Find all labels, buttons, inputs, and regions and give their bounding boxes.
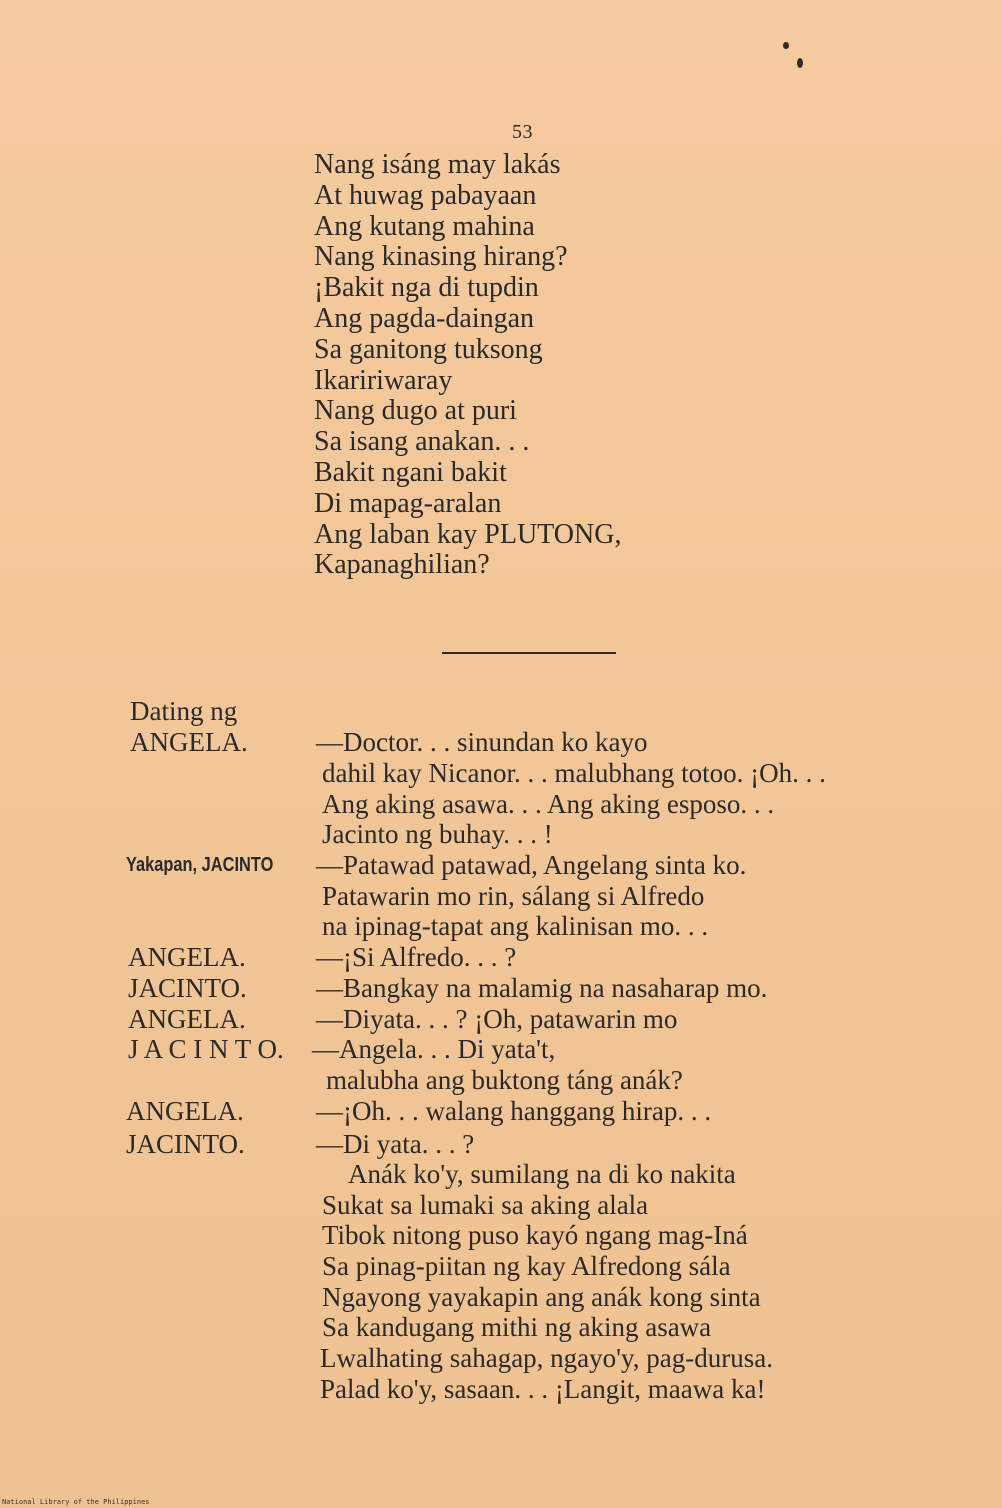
dialogue-line: Tibok nitong puso kayó ngang mag-Iná xyxy=(322,1220,748,1250)
dialogue-line: —Doctor. . . sinundan ko kayo xyxy=(316,727,648,757)
dialogue-row xyxy=(0,727,1002,758)
poem-line: At huwag pabayaan xyxy=(314,179,537,211)
dialogue-row xyxy=(0,1129,1002,1160)
poem-line: Nang kinasing hirang? xyxy=(314,241,568,273)
dialogue-line: Ngayong yayakapin ang anák kong sinta xyxy=(322,1282,761,1312)
dialogue-line: —¡Oh. . . walang hanggang hirap. . . xyxy=(316,1096,712,1126)
dialogue-row xyxy=(0,1190,1002,1221)
poem-line: Ikaririwaray xyxy=(314,364,453,396)
dialogue-row xyxy=(0,1312,1002,1343)
dialogue-row xyxy=(0,1004,1002,1035)
dialogue-row xyxy=(0,1096,1002,1127)
dialogue-line: dahil kay Nicanor. . . malubhang totoo. ¡Oh. . . xyxy=(322,758,826,788)
poem-line: Bakit ngani bakit xyxy=(314,456,507,488)
dialogue-row xyxy=(0,1034,1002,1065)
poem-line: Ang laban kay PLUTONG, xyxy=(314,518,622,550)
dialogue-row xyxy=(0,1220,1002,1251)
dialogue-line: —Di yata. . . ? xyxy=(316,1129,475,1159)
dialogue-row xyxy=(0,819,1002,850)
dialogue-line: Ang aking asawa. . . Ang aking esposo. . . xyxy=(322,789,775,819)
dialogue-row xyxy=(0,1374,1002,1405)
dialogue-line: —Patawad patawad, Angelang sinta ko. xyxy=(316,850,747,880)
dialogue-line: Sa pinag-piitan ng kay Alfredong sála xyxy=(322,1251,731,1281)
stage-direction: Yakapan, JACINTO xyxy=(126,854,274,876)
speaker-label: ANGELA. xyxy=(130,727,248,757)
poem-line: Sa isang anakan. . . xyxy=(314,426,530,458)
dialogue-row xyxy=(0,942,1002,973)
speaker-label: ANGELA. xyxy=(128,1004,246,1034)
dialogue-line: Sa kandugang mithi ng aking asawa xyxy=(322,1312,712,1342)
library-footer: National Library of the Philippines xyxy=(2,1498,150,1506)
dialogue-row xyxy=(0,1159,1002,1190)
dialogue-row xyxy=(0,789,1002,820)
dialogue-line: malubha ang buktong táng anák? xyxy=(326,1065,683,1095)
dialogue-row xyxy=(0,1251,1002,1282)
poem-line: Nang isáng may lakás xyxy=(314,149,561,180)
dialogue-line: Anák ko'y, sumilang na di ko nakita xyxy=(348,1159,736,1189)
dialogue-line: Patawarin mo rin, sálang si Alfredo xyxy=(322,881,705,911)
poem-line: Ang pagda-daingan xyxy=(314,302,535,334)
poem-line: Kapanaghilian? xyxy=(314,549,490,581)
speaker-label: Dating ng xyxy=(130,696,238,726)
dialogue-line: —Diyata. . . ? ¡Oh, patawarin mo xyxy=(316,1004,678,1034)
speaker-label: JACINTO. xyxy=(126,1129,245,1159)
poem-line: Ang kutang mahina xyxy=(314,210,535,242)
poem-line: ¡Bakit nga di tupdin xyxy=(314,272,539,304)
poem-line: Sa ganitong tuksong xyxy=(314,333,543,365)
dialogue-line: —Angela. . . Di yata't, xyxy=(312,1034,556,1064)
poem-line: Di mapag-aralan xyxy=(314,487,502,519)
dialogue-line: Sukat sa lumaki sa aking alala xyxy=(322,1190,649,1220)
dialogue-row xyxy=(0,1282,1002,1313)
dialogue-row xyxy=(0,696,1002,727)
dialogue-row xyxy=(0,911,1002,942)
dialogue-row xyxy=(0,881,1002,912)
dialogue-line: —¡Si Alfredo. . . ? xyxy=(316,942,517,972)
speaker-label: J A C I N T O. xyxy=(128,1034,284,1064)
page-number: 53 xyxy=(512,121,533,143)
speaker-label: ANGELA. xyxy=(126,1096,244,1126)
dialogue-row xyxy=(0,758,1002,789)
dialogue-line: Lwalhating sahagap, ngayo'y, pag-durusa. xyxy=(320,1343,773,1373)
dialogue-row xyxy=(0,1343,1002,1374)
dialogue-line: Jacinto ng buhay. . . ! xyxy=(322,819,553,849)
poem-line: Nang dugo at puri xyxy=(314,395,517,427)
dialogue-row xyxy=(0,973,1002,1004)
dialogue-line: na ipinag-tapat ang kalinisan mo. . . xyxy=(322,911,709,941)
dialogue-line: —Bangkay na malamig na nasaharap mo. xyxy=(316,973,768,1003)
dialogue-line: Palad ko'y, sasaan. . . ¡Langit, maawa ka! xyxy=(320,1374,766,1404)
dialogue-row xyxy=(0,850,1002,881)
speaker-label: ANGELA. xyxy=(128,942,246,972)
dialogue-row xyxy=(0,1065,1002,1096)
speaker-label: JACINTO. xyxy=(128,973,247,1003)
